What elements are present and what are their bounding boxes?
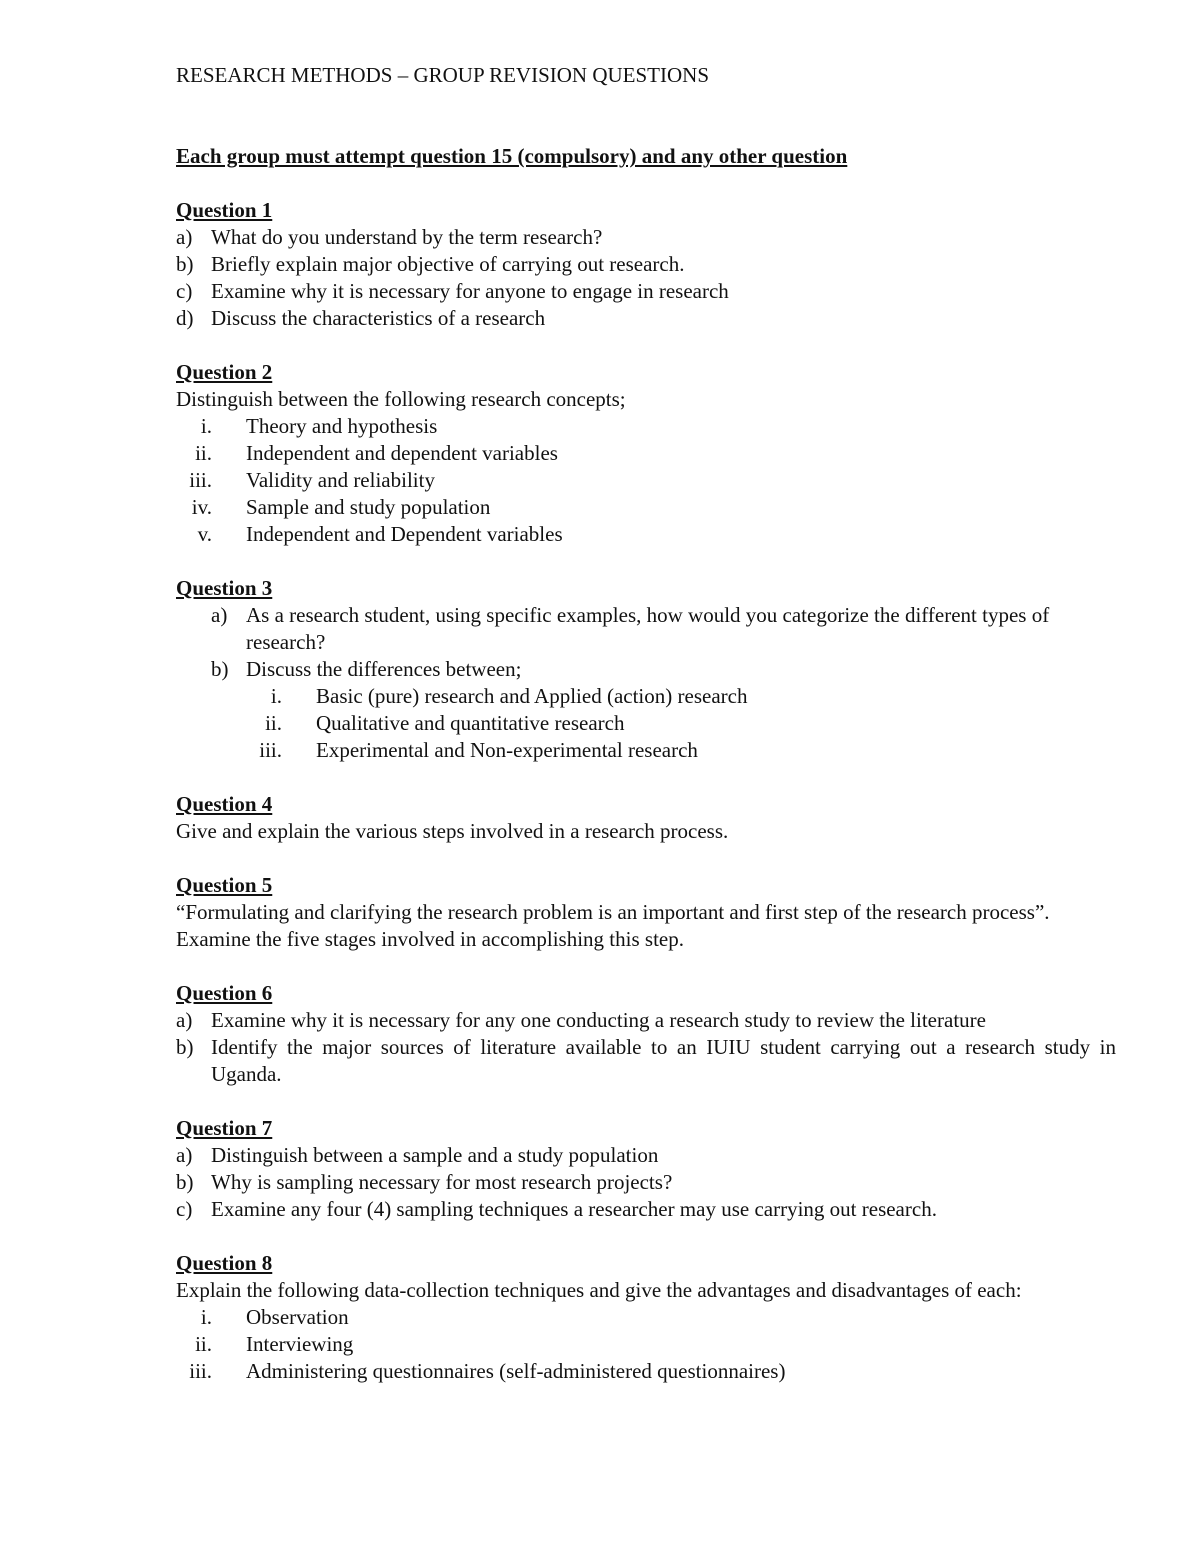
question-3 [176,575,1116,764]
item-marker: a) [176,1143,193,1167]
item-marker: ii. [195,441,212,465]
list-item [176,440,1116,467]
item-text: Examine any four (4) sampling techniques a researcher may use carrying out research. [211,1197,937,1221]
question-title: Question 6 [176,981,273,1005]
question-4 [176,791,1116,845]
question-5 [176,872,1116,953]
item-marker: iii. [189,1359,212,1383]
item-text: What do you understand by the term research? [211,225,603,249]
item-text: Discuss the characteristics of a research [211,306,546,330]
question-title: Question 4 [176,792,273,816]
item-marker: i. [270,684,282,708]
list-item [176,521,1116,548]
item-text: Administering questionnaires (self-administered questionnaires) [246,1359,786,1383]
item-marker: a) [176,1008,193,1032]
item-text: Briefly explain major objective of carrying out research. [211,252,685,276]
question-intro: Distinguish between the following research concepts; [176,387,626,411]
item-text: Discuss the differences between; [246,657,522,681]
question-text: “Formulating and clarifying the research problem is an important and first step of the research process”. Examine the five stages involved in accomplishing this step. [176,900,1050,951]
item-text: Independent and dependent variables [246,441,558,465]
list-item [176,305,1116,332]
question-2 [176,359,1116,548]
question-6 [176,980,1116,1088]
item-marker: ii. [195,1332,212,1356]
list-item [246,710,1116,737]
item-marker: ii. [265,711,282,735]
item-marker: a) [211,603,228,627]
question-1 [176,197,1116,332]
item-text: Qualitative and quantitative research [316,711,625,735]
item-marker: a) [176,225,193,249]
item-text: Interviewing [246,1332,354,1356]
question-intro: Explain the following data-collection techniques and give the advantages and disadvantages of each: [176,1278,1022,1302]
list-item [176,1331,1116,1358]
list-item [176,494,1116,521]
question-title: Question 1 [176,198,273,222]
list-item [176,467,1116,494]
document-title: RESEARCH METHODS – GROUP REVISION QUESTIONS [176,63,710,87]
list-item [176,251,1116,278]
item-marker: d) [176,306,194,330]
question-title: Question 3 [176,576,273,600]
list-item [176,1196,1116,1223]
list-item [176,1007,1116,1034]
item-marker: b) [176,1035,194,1059]
item-marker: v. [197,522,212,546]
list-item [246,737,1116,764]
item-text: Theory and hypothesis [246,414,438,438]
question-text: Give and explain the various steps involved in a research process. [176,819,729,843]
item-marker: i. [200,414,212,438]
item-text: Examine why it is necessary for any one conducting a research study to review the literature [211,1008,986,1032]
list-item [176,1169,1116,1196]
list-item [176,1142,1116,1169]
item-text: Sample and study population [246,495,491,519]
item-marker: iii. [259,738,282,762]
item-text: Validity and reliability [246,468,435,492]
list-item [176,1304,1116,1331]
item-text: Examine why it is necessary for anyone to engage in research [211,279,729,303]
list-item [176,278,1116,305]
question-title: Question 2 [176,360,273,384]
item-marker: b) [176,1170,194,1194]
item-marker: b) [211,657,229,681]
item-marker: i. [200,1305,212,1329]
question-title: Question 8 [176,1251,273,1275]
item-marker: iv. [191,495,212,519]
list-item [176,224,1116,251]
item-marker: iii. [189,468,212,492]
item-marker: c) [176,279,193,303]
item-marker: c) [176,1197,193,1221]
item-text: Why is sampling necessary for most research projects? [211,1170,673,1194]
item-text: Distinguish between a sample and a study population [211,1143,659,1167]
item-text: Independent and Dependent variables [246,522,563,546]
item-text: Observation [246,1305,349,1329]
question-7 [176,1115,1116,1223]
list-item [176,1034,1116,1088]
list-item [176,413,1116,440]
question-8 [176,1250,1116,1385]
item-text: Basic (pure) research and Applied (action) research [316,684,748,708]
list-item [211,602,1116,656]
question-title: Question 7 [176,1116,273,1140]
document-page [176,62,1116,1412]
item-text: Identify the major sources of literature available to an IUIU student carrying out a research study in Uganda. [211,1035,1116,1086]
list-item [246,683,1116,710]
item-marker: b) [176,252,194,276]
item-text: Experimental and Non-experimental research [316,738,698,762]
question-title: Question 5 [176,873,273,897]
instruction-line: Each group must attempt question 15 (compulsory) and any other question [176,144,848,168]
item-text: As a research student, using specific examples, how would you categorize the different types of research? [246,603,1050,654]
list-item [176,1358,1116,1385]
list-item [211,656,1116,683]
